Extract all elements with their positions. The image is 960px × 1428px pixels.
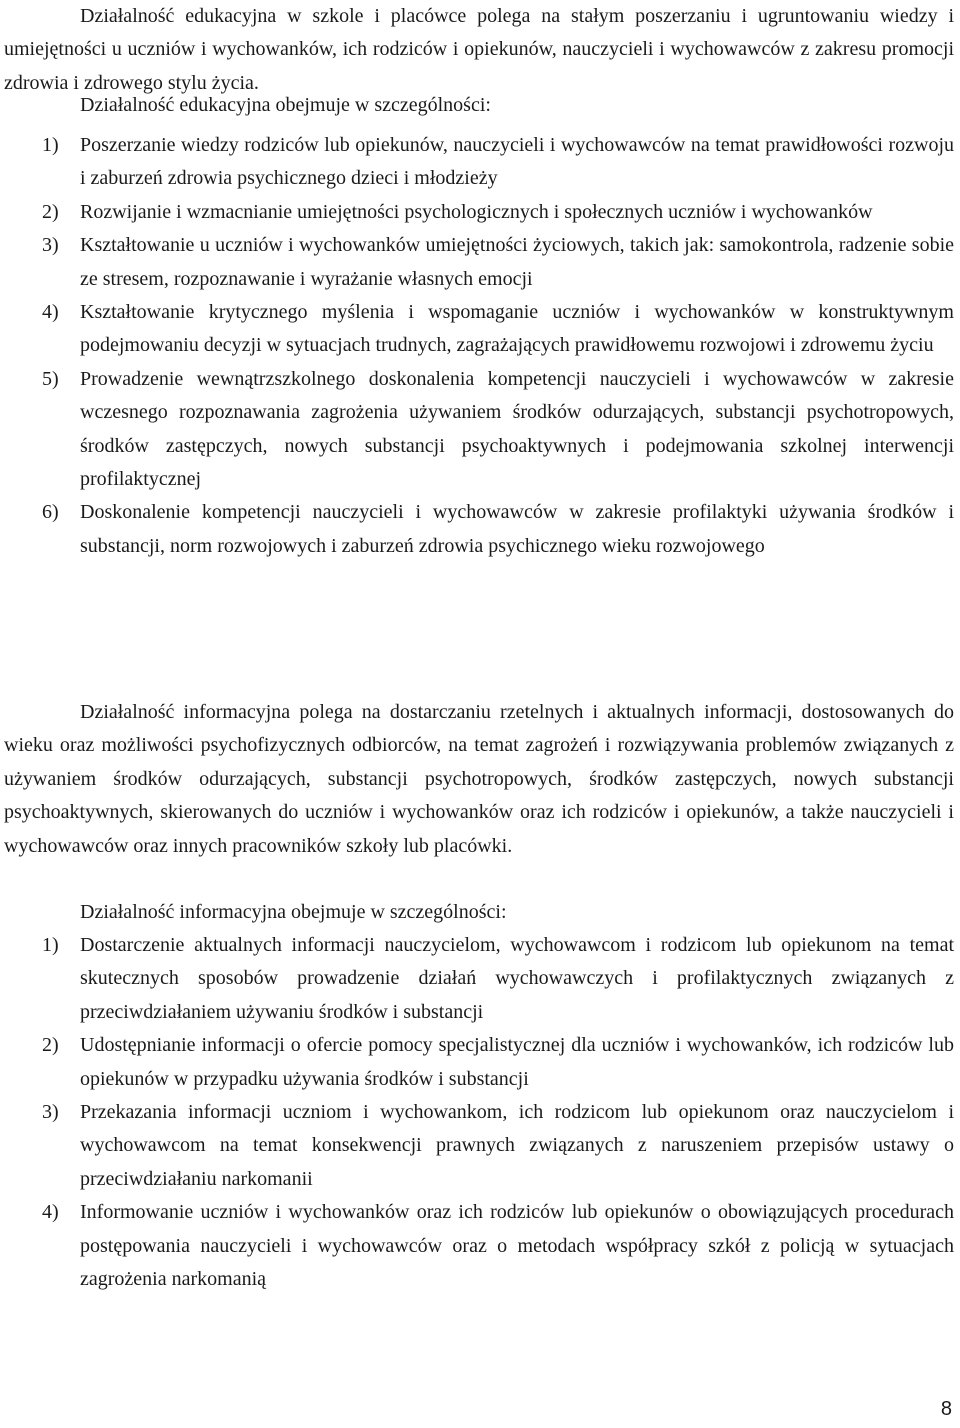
list-item-number: 1) [42, 934, 59, 956]
list-item [0, 1196, 954, 1296]
list-item-text: Doskonalenie kompetencji nauczycieli i wychowawców w zakresie profilaktyki używania środków i substancji, norm rozwojowych i zaburzeń zdrowia psychicznego wieku rozwojowego [80, 501, 954, 557]
info-intro-paragraph: Działalność informacyjna polega na dostarczaniu rzetelnych i aktualnych informacji, dostosowanych do wieku oraz możliwości psychofizycznych odbiorców, na temat zagrożeń i rozwiązywania problemów związanych z używaniem środków odurzających, substancji psychotropowych, środków zastępczych, nowych substancji psychoaktywnych, skierowanych do uczniów i wychowanków oraz ich rodziców i opiekunów, a także nauczycieli i wychowawców oraz innych pracowników szkoły lub placówki. [4, 701, 954, 857]
list-item-text: Przekazania informacji uczniom i wychowankom, ich rodzicom lub opiekunom oraz nauczycielom i wychowawcom na temat konsekwencji prawnych związanych z naruszeniem przepisów ustawy o przeciwdziałaniu narkomanii [80, 1101, 954, 1190]
list-item [0, 1029, 954, 1096]
list-item [0, 196, 954, 229]
list-item-number: 4) [42, 301, 59, 324]
list-item-text: Kształtowanie u uczniów i wychowanków umiejętności życiowych, takich jak: samokontrola, radzenie sobie ze stresem, rozpoznawanie i wyrażanie własnych emocji [80, 234, 954, 290]
edu-list [0, 129, 954, 563]
list-item-number: 3) [42, 234, 59, 257]
list-item [0, 129, 954, 196]
list-item [0, 1096, 954, 1196]
list-item-text: Prowadzenie wewnątrzszkolnego doskonalenia kompetencji nauczycieli i wychowawców w zakresie wczesnego rozpoznawania zagrożenia używaniem środków odurzających, substancji psychotropowych, środków zastępczych, nowych substancji psychoaktywnych i podejmowania szkolnej interwencji profilaktycznej [80, 367, 954, 491]
list-item-number: 5) [42, 367, 59, 390]
edu-intro-paragraph: Działalność edukacyjna w szkole i placówce polega na stałym poszerzaniu i ugruntowaniu wiedzy i umiejętności u uczniów i wychowanków, ich rodziców i opiekunów, nauczycieli i wychowawców z zakresu promocji zdrowia i zdrowego stylu życia. [4, 5, 954, 94]
list-item-text: Udostępnianie informacji o ofercie pomocy specjalistycznej dla uczniów i wychowanków, ich rodziców lub opiekunów w przypadku używania środków i substancji [80, 1034, 954, 1090]
page-number: 8 [940, 1398, 952, 1420]
info-lead-paragraph: Działalność informacyjna obejmuje w szczególności: [80, 901, 507, 923]
list-item [0, 929, 954, 1029]
list-item-number: 6) [42, 501, 59, 524]
list-item-text: Poszerzanie wiedzy rodziców lub opiekunów, nauczycieli i wychowawców na temat prawidłowości rozwoju i zaburzeń zdrowia psychicznego dzieci i młodzieży [80, 134, 954, 190]
list-item-text: Dostarczenie aktualnych informacji nauczycielom, wychowawcom i rodzicom lub opiekunom na temat skutecznych sposobów prowadzenie działań wychowawczych i profilaktycznych związanych z przeciwdziałaniem używaniu środków i substancji [80, 934, 954, 1023]
list-item-number: 1) [42, 134, 59, 156]
list-item-number: 4) [42, 1201, 59, 1224]
list-item-number: 3) [42, 1101, 59, 1124]
list-item-text: Informowanie uczniów i wychowanków oraz ich rodziców lub opiekunów o obowiązujących procedurach postępowania nauczycieli i wychowawców oraz o metodach współpracy szkół z policją w sytuacjach zagrożenia narkomanią [80, 1201, 954, 1291]
list-item [0, 363, 954, 497]
list-item-number: 2) [42, 1034, 59, 1057]
info-list [0, 929, 954, 1296]
list-item-text: Rozwijanie i wzmacnianie umiejętności psychologicznych i społecznych uczniów i wychowanków [80, 200, 873, 223]
list-item-text: Kształtowanie krytycznego myślenia i wspomaganie uczniów i wychowanków w konstruktywnym podejmowaniu decyzji w sytuacjach trudnych, zagrażających prawidłowemu rozwojowi i zdrowemu życiu [80, 301, 954, 357]
edu-lead-paragraph: Działalność edukacyjna obejmuje w szczególności: [80, 94, 491, 116]
list-item [0, 496, 954, 563]
list-item [0, 229, 954, 296]
list-item [0, 296, 954, 363]
list-item-number: 2) [42, 200, 59, 223]
